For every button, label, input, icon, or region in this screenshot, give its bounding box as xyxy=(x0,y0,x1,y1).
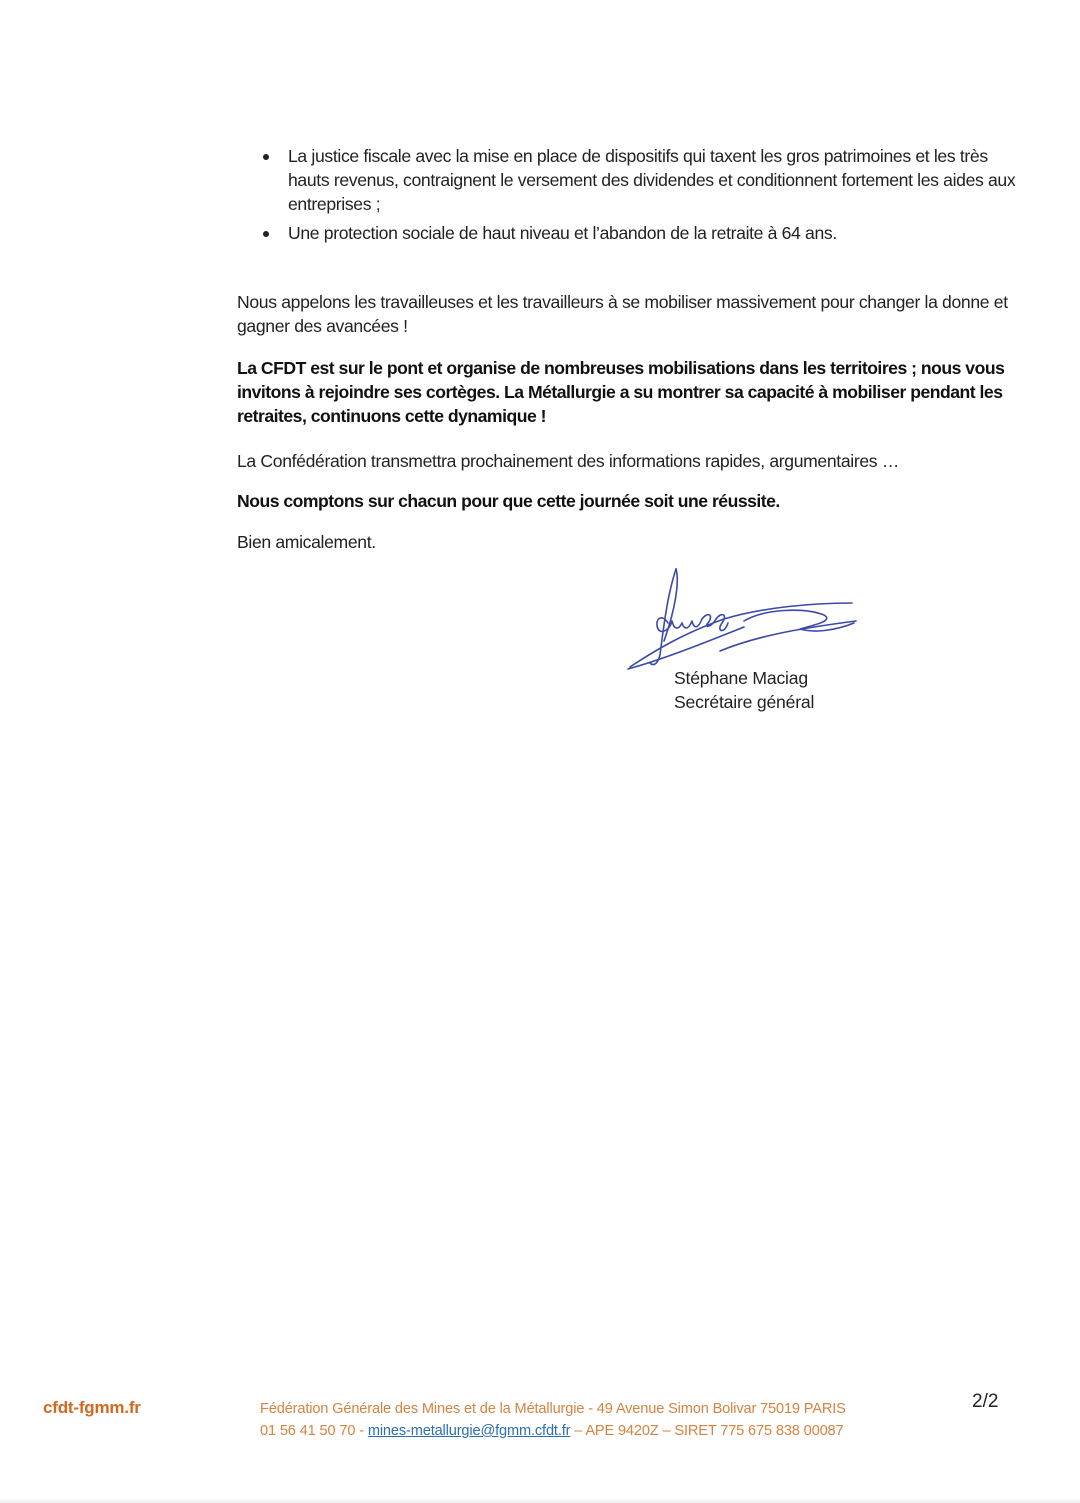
footer-legal-ids: – APE 9420Z – SIRET 775 675 838 00087 xyxy=(570,1423,844,1439)
bullet-item xyxy=(237,221,1017,245)
bullet-text: Une protection sociale de haut niveau et l’abandon de la retraite à 64 ans. xyxy=(288,223,837,243)
bullet-item xyxy=(237,144,1017,216)
signer-block xyxy=(674,666,814,714)
footer-contact-line xyxy=(260,1420,920,1442)
closing-salutation: Bien amicalement. xyxy=(237,532,376,552)
bullet-dot-icon xyxy=(263,231,269,237)
bullet-dot-icon xyxy=(263,154,269,160)
signer-name: Stéphane Maciag xyxy=(674,668,808,688)
footer-separator: - xyxy=(355,1423,368,1439)
footer-website: cfdt-fgmm.fr xyxy=(43,1398,141,1417)
demands-bullet-list xyxy=(237,144,1017,250)
page-bottom-edge xyxy=(0,1499,1080,1503)
paragraph-call-to-mobilize: Nous appelons les travailleuses et les travailleurs à se mobiliser massivement pour changer la donne et gagner des avancées ! xyxy=(237,292,1008,336)
paragraph-success: Nous comptons sur chacun pour que cette journée soit une réussite. xyxy=(237,491,780,511)
footer-contact-block xyxy=(260,1398,920,1442)
bullet-text: La justice fiscale avec la mise en place de dispositifs qui taxent les gros patrimoines et les très hauts revenus, contraignent le versement des dividendes et conditionnent fortement les aides aux entreprises ; xyxy=(288,146,1016,214)
handwritten-signature-icon xyxy=(624,563,860,673)
paragraph-cfdt-mobilizations: La CFDT est sur le pont et organise de nombreuses mobilisations dans les territoires ; nous vous invitons à rejoindre ses cortèges. La Métallurgie a su montrer sa capacité à mobiliser pendant les retraites, continuons cette dynamique ! xyxy=(237,358,1005,426)
footer-address-line: Fédération Générale des Mines et de la Métallurgie - 49 Avenue Simon Bolivar 75019 PARIS xyxy=(260,1401,846,1417)
page-number: 2/2 xyxy=(972,1391,999,1412)
footer-email-link[interactable]: mines-metallurgie@fgmm.cfdt.fr xyxy=(367,1423,571,1439)
signer-title: Secrétaire général xyxy=(674,692,815,712)
paragraph-confederation-info: La Confédération transmettra prochainement des informations rapides, argumentaires … xyxy=(237,451,900,471)
footer-phone: 01 56 41 50 70 xyxy=(260,1423,356,1439)
